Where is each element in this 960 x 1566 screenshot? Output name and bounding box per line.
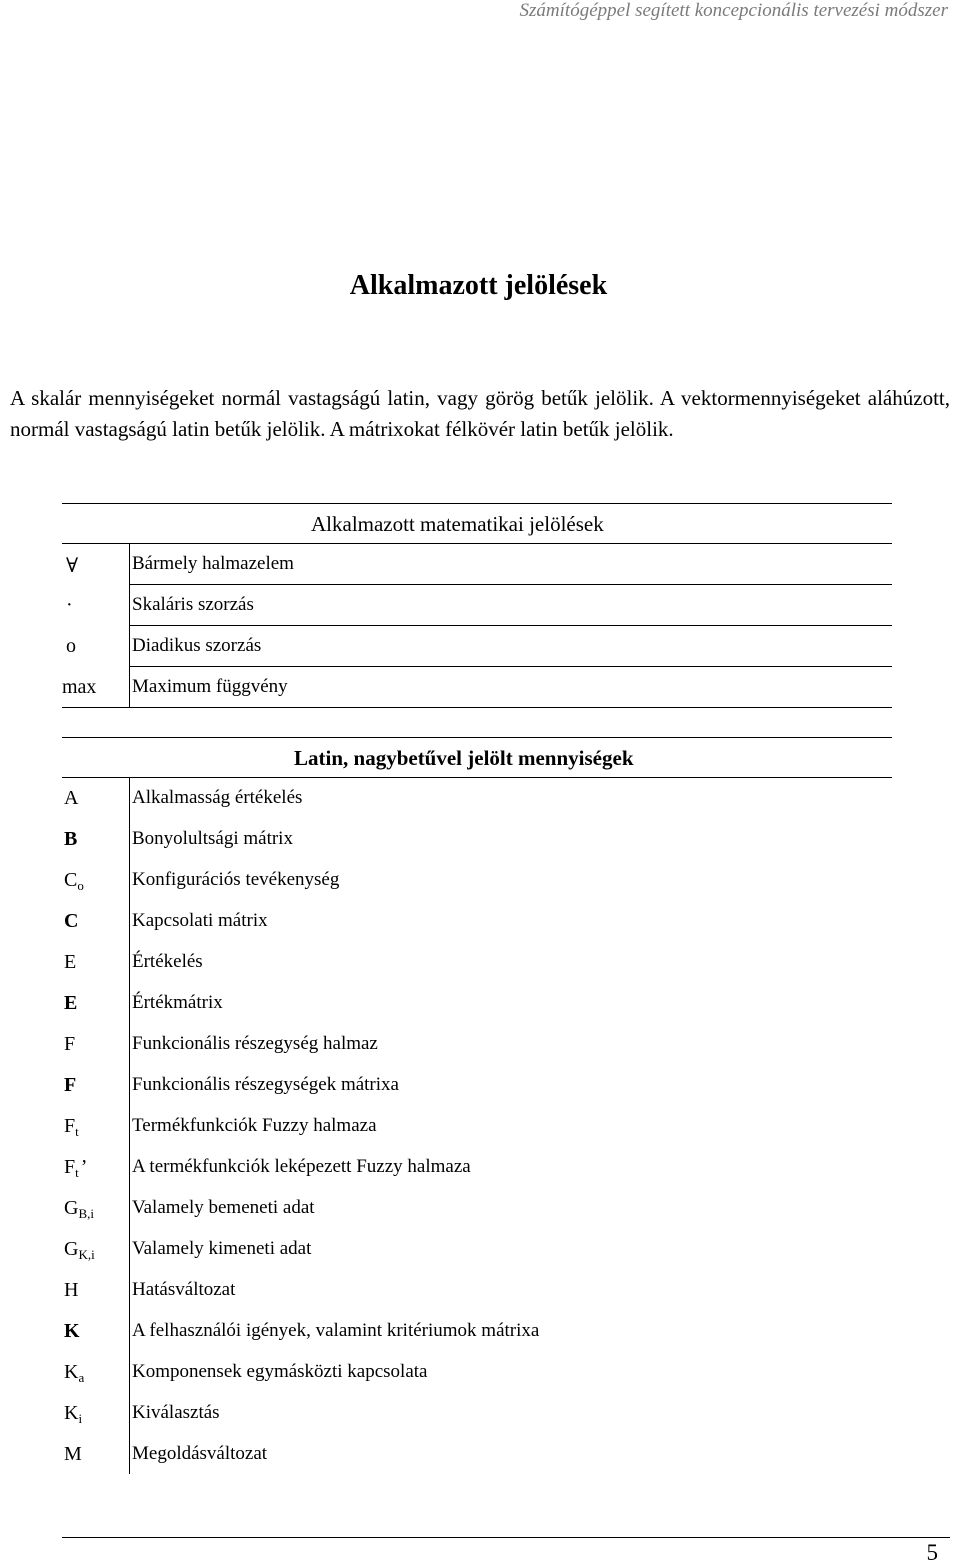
symbol-letter: E	[64, 992, 78, 1014]
table-row-description: Komponensek egymásközti kapcsolata	[132, 1361, 428, 1382]
table-row-description: A termékfunkciók leképezett Fuzzy halmaza	[132, 1156, 471, 1177]
table-row-symbol	[62, 869, 130, 894]
symbol-letter: C	[64, 910, 79, 932]
symbol-letter: K	[64, 1361, 79, 1383]
table-row-symbol	[62, 992, 130, 1015]
table-row-symbol	[62, 1320, 130, 1343]
symbol-letter: E	[64, 951, 77, 973]
table-row-symbol	[62, 1197, 130, 1222]
table-row-symbol	[62, 951, 130, 974]
table-row-description: Kiválasztás	[132, 1402, 220, 1423]
table-rule	[129, 625, 892, 626]
running-header: Számítógéppel segített koncepcionális tervezési módszer	[519, 0, 948, 21]
latin-table-heading: Latin, nagybetűvel jelölt mennyiségek	[294, 746, 634, 770]
symbol-letter: G	[64, 1197, 79, 1219]
symbol-letter: C	[64, 869, 78, 891]
symbol-letter: K	[64, 1402, 79, 1424]
table-row-description: Bármely halmazelem	[132, 553, 294, 574]
table-row-symbol	[62, 1443, 130, 1466]
table-rule	[62, 543, 892, 544]
table-row-description: Hatásváltozat	[132, 1279, 236, 1300]
table-row-symbol	[62, 1279, 130, 1302]
footer-rule	[62, 1537, 950, 1538]
table-rule	[62, 503, 892, 504]
symbol-letter: F	[64, 1074, 77, 1096]
table-row-symbol: ∀	[66, 555, 79, 577]
symbol-letter: F	[64, 1033, 76, 1055]
table-row-description: Diadikus szorzás	[132, 635, 262, 656]
table-row-description: Megoldásváltozat	[132, 1443, 268, 1464]
symbol-letter: A	[64, 787, 79, 809]
table-row-symbol: max	[62, 676, 97, 698]
table-row-symbol	[62, 1074, 130, 1097]
table-row-symbol	[62, 787, 130, 810]
symbol-letter: M	[64, 1443, 82, 1465]
table-row-description: Funkcionális részegység halmaz	[132, 1033, 378, 1054]
symbol-subscript: a	[78, 1370, 85, 1385]
intro-paragraph: A skalár mennyiségeket normál vastagságú latin, vagy görög betűk jelölik. A vektormennyiségeket aláhúzott, normál vastagságú latin betűk jelölik. A mátrixokat félkövér latin betűk jelölik.	[10, 386, 950, 441]
table-row-symbol	[62, 1238, 130, 1263]
symbol-subscript: i	[78, 1411, 83, 1426]
symbol-letter: G	[64, 1238, 79, 1260]
table-row-symbol	[62, 1033, 130, 1056]
table-row-description: Valamely bemeneti adat	[132, 1197, 315, 1218]
page-number: 5	[926, 1540, 938, 1565]
table-rule	[129, 584, 892, 585]
symbol-subscript: K,i	[78, 1247, 95, 1262]
table-row-symbol	[62, 910, 130, 933]
symbol-subscript: o	[77, 878, 84, 893]
symbol-subscript: t	[75, 1165, 79, 1180]
symbol-letter: H	[64, 1279, 79, 1301]
table-row-description: Maximum függvény	[132, 676, 288, 697]
table-row-description: Konfigurációs tevékenység	[132, 869, 340, 890]
table-rule	[129, 666, 892, 667]
table-row-symbol	[62, 1156, 130, 1181]
symbol-letter: K	[64, 1320, 80, 1342]
symbol-subscript: B,i	[78, 1206, 94, 1221]
table-row-description: Skaláris szorzás	[132, 594, 254, 615]
table-row-description: Értékelés	[132, 951, 203, 972]
table-row-description: Értékmátrix	[132, 992, 223, 1013]
symbol-letter: F	[64, 1115, 76, 1137]
symbol-subscript: t	[75, 1124, 79, 1139]
table-row-description: Kapcsolati mátrix	[132, 910, 268, 931]
table-row-description: Funkcionális részegységek mátrixa	[132, 1074, 399, 1095]
table-row-description: Alkalmasság értékelés	[132, 787, 303, 808]
symbol-prime: ’	[80, 1156, 88, 1178]
table-row-symbol: ·	[66, 594, 73, 616]
symbol-letter: F	[64, 1156, 76, 1178]
page-title-text: Alkalmazott jelölések	[349, 270, 608, 301]
table-row-description: Bonyolultsági mátrix	[132, 828, 293, 849]
math-table-heading: Alkalmazott matematikai jelölések	[311, 512, 604, 536]
table-row-symbol	[62, 828, 130, 851]
table-row-symbol	[62, 1402, 130, 1427]
table-row-symbol	[62, 1361, 130, 1386]
table-rule	[62, 777, 892, 778]
page-title	[0, 270, 960, 302]
table-row-description: A felhasználói igények, valamint kritériumok mátrixa	[132, 1320, 540, 1341]
table-row-description: Termékfunkciók Fuzzy halmaza	[132, 1115, 377, 1136]
table-rule	[62, 737, 892, 738]
table-row-symbol	[62, 1115, 130, 1140]
table-row-symbol: o	[66, 635, 76, 657]
table-rule	[62, 707, 892, 708]
symbol-letter: B	[64, 828, 78, 850]
table-row-description: Valamely kimeneti adat	[132, 1238, 312, 1259]
